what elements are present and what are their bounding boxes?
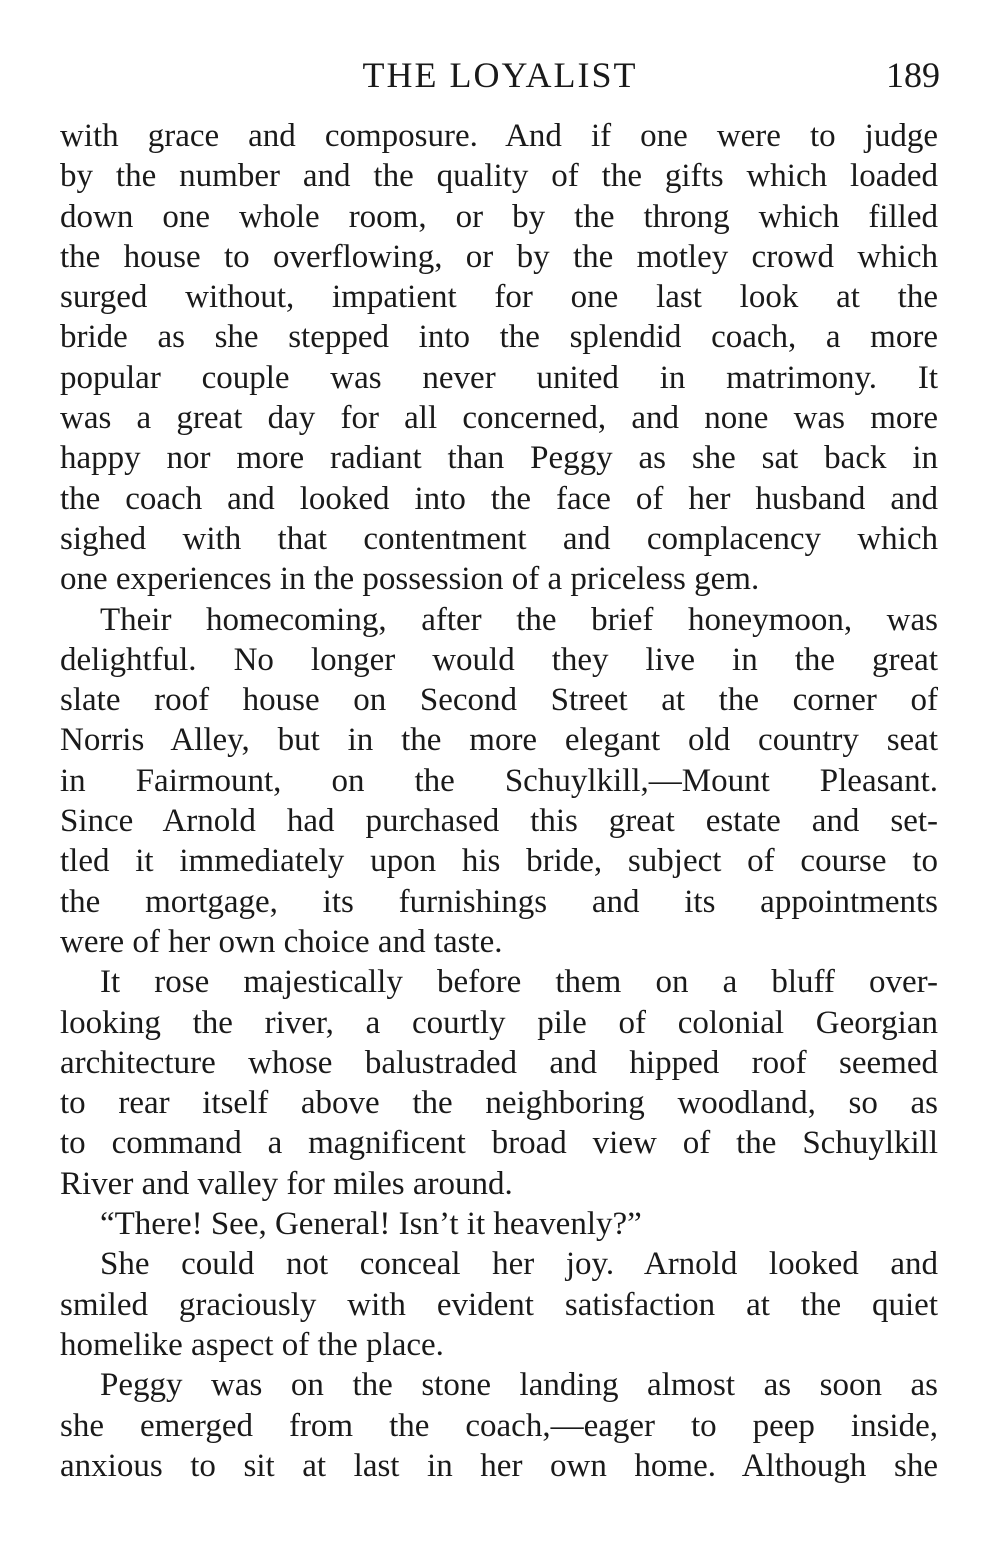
text-line: surged without, impatient for one last look at the [60,279,938,316]
text-line: Their homecoming, after the brief honeymoon, was [100,601,938,638]
running-head [60,50,940,100]
running-title: THE LOYALIST [362,55,638,95]
text-line: to rear itself above the neighboring woodland, so as [60,1085,938,1122]
text-line: tled it immediately upon his bride, subject of course to [60,843,938,880]
text-line: by the number and the quality of the gifts which loaded [60,158,938,195]
text-line: slate roof house on Second Street at the corner of [60,682,938,719]
text-line: delightful. No longer would they live in the great [60,641,938,678]
text-line: looking the river, a courtly pile of colonial Georgian [60,1004,938,1041]
text-line: happy nor more radiant than Peggy as she sat back in [60,440,938,477]
text-line: with grace and composure. And if one were to judge [60,118,938,154]
text-line: She could not conceal her joy. Arnold looked and [100,1246,938,1283]
text-line: to command a magnificent broad view of the Schuylkill [60,1125,938,1162]
text-line: were of her own choice and taste. [60,923,503,960]
text-line: Norris Alley, but in the more elegant old country seat [60,722,938,759]
text-line: in Fairmount, on the Schuylkill,—Mount Pleasant. [60,762,938,799]
text-line: the mortgage, its furnishings and its appointments [60,883,938,920]
text-line: was a great day for all concerned, and none was more [60,400,938,437]
text-line: homelike aspect of the place. [60,1326,444,1363]
text-line: one experiences in the possession of a priceless gem. [60,561,760,598]
text-line: the coach and looked into the face of her husband and [60,480,938,517]
text-line: River and valley for miles around. [60,1165,513,1202]
text-line: the house to overflowing, or by the motley crowd which [60,238,938,275]
text-line: smiled graciously with evident satisfaction at the quiet [60,1286,938,1323]
text-line: bride as she stepped into the splendid coach, a more [60,319,938,356]
text-line: sighed with that contentment and complacency which [60,520,938,557]
text-line: she emerged from the coach,—eager to peep inside, [60,1407,938,1444]
text-line: down one whole room, or by the throng which filled [60,198,938,235]
text-line: “There! See, General! Isn’t it heavenly?” [100,1206,642,1243]
text-line: architecture whose balustraded and hipped roof seemed [60,1044,938,1081]
text-line: It rose majestically before them on a bluff over- [100,964,938,1001]
body-text [60,116,938,1486]
text-line: popular couple was never united in matrimony. It [60,359,938,396]
page-number: 189 [886,55,940,95]
text-line: Peggy was on the stone landing almost as soon as [100,1367,938,1404]
text-line: anxious to sit at last in her own home. Although she [60,1447,938,1484]
text-line: Since Arnold had purchased this great estate and set- [60,803,938,840]
